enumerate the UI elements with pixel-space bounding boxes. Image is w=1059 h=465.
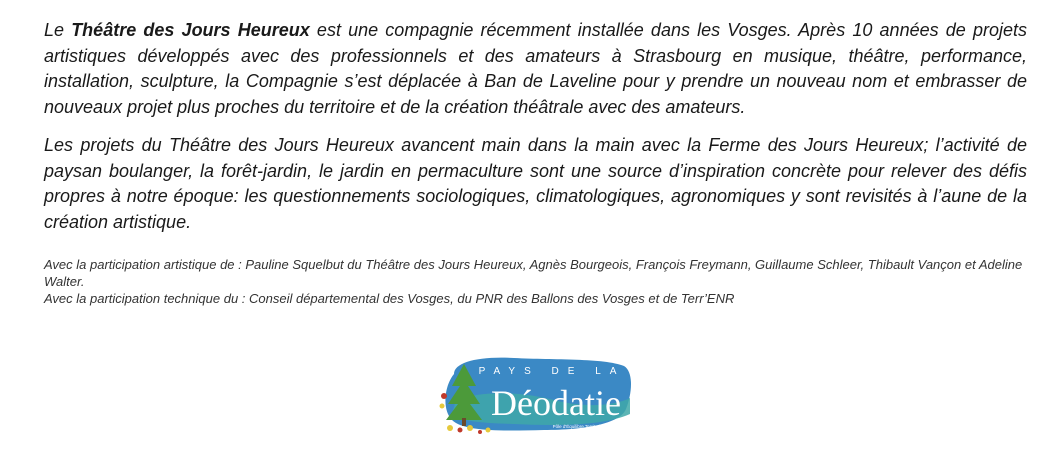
deodatie-logo-graphic	[434, 354, 638, 436]
intro-paragraph	[44, 18, 1027, 120]
credits-block	[44, 256, 1027, 307]
intro-prefix: Le	[44, 20, 72, 40]
logo-top-text: PAYS DE LA	[478, 366, 626, 377]
document-body	[44, 18, 1027, 307]
deodatie-logo	[434, 354, 638, 436]
logo-tagline: Pôle d'Équilibre Territorial Rural	[552, 424, 616, 429]
projects-paragraph: Les projets du Théâtre des Jours Heureux avancent main dans la main avec la Ferme des Jours Heureux; l’activité de paysan boulanger, la forêt-jardin, le jardin en permaculture sont une source d’inspiration concrète pour relever des défis propres à notre époque: les questionnements sociologiques, climatologiques, agronomiques y sont revisités à l’aune de la création artistique.	[44, 135, 1027, 232]
logo-name: Déodatie	[491, 383, 621, 423]
artistic-credits: Avec la participation artistique de : Pauline Squelbut du Théâtre des Jours Heureux, Agnès Bourgeois, François Freymann, Guillaume Schleer, Thibault Vançon et Adeline Walter.	[44, 257, 1023, 289]
company-name: Théâtre des Jours Heureux	[71, 20, 310, 40]
intro-text: est une compagnie récemment installée dans les Vosges. Après 10 années de projets artistiques développés avec des professionnels et des amateurs à Strasbourg en musique, théâtre, performance, installation, sculpture, la Compagnie s’est déplacée à Ban de Laveline pour y prendre un nouveau nom et embrasser de nouveaux projet plus proches du territoire et de la création théâtrale avec des amateurs.	[44, 20, 1027, 117]
technical-credits: Avec la participation technique du : Conseil départemental des Vosges, du PNR des Ballons des Vosges et de Terr’ENR	[44, 291, 735, 306]
